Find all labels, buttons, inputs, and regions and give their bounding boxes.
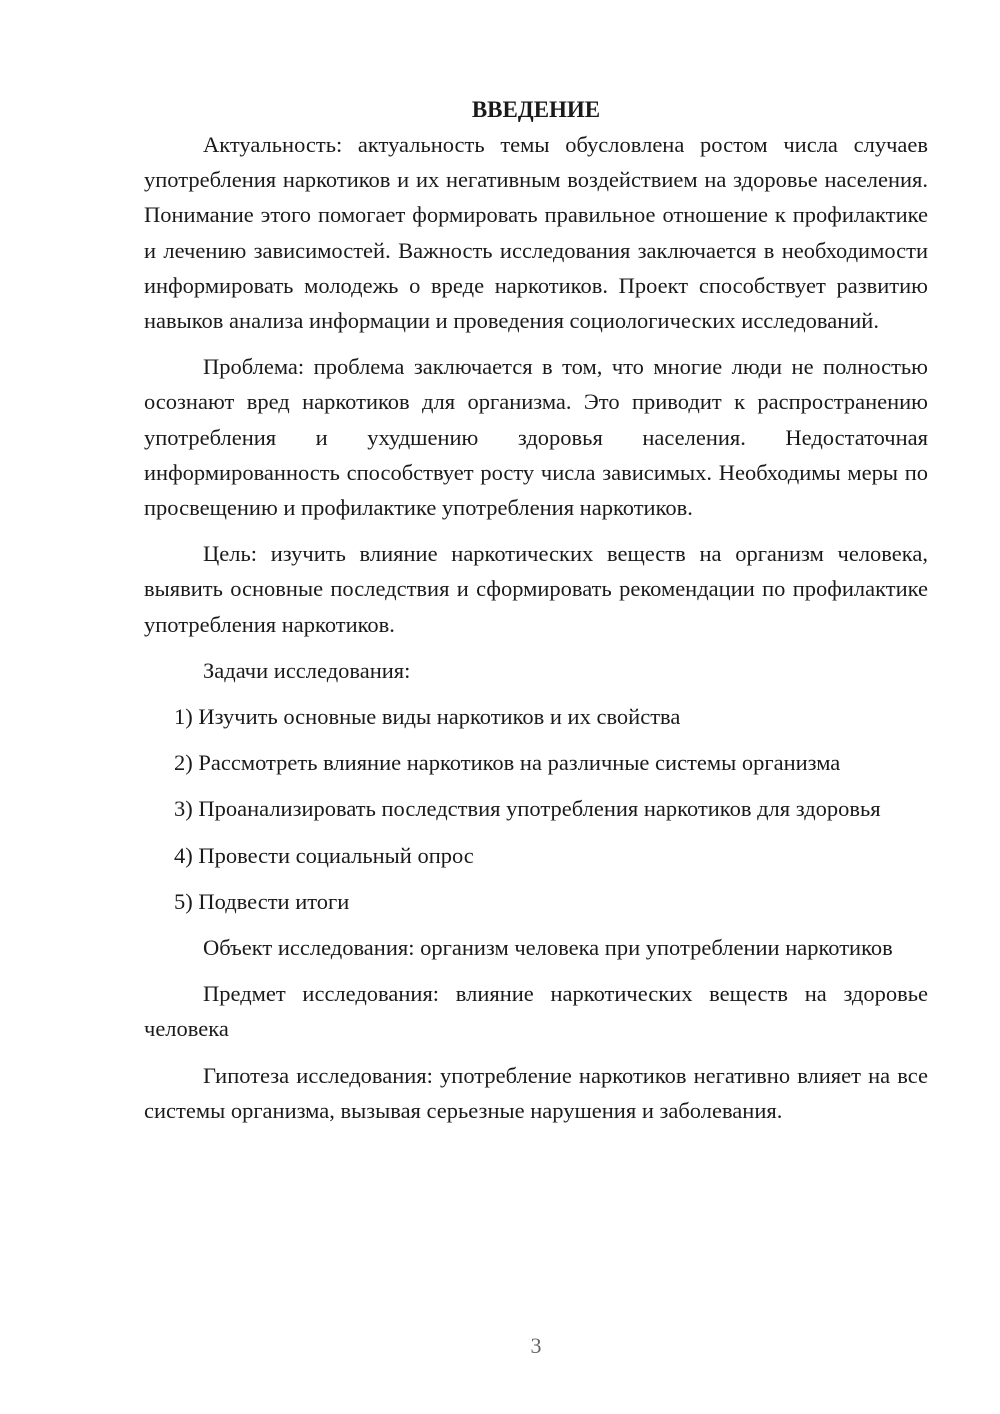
tasks-heading: Задачи исследования: <box>203 657 411 683</box>
document-page <box>144 92 928 1128</box>
paragraph-gap <box>144 1047 928 1058</box>
paragraph-gap <box>144 525 928 536</box>
paragraph-gap <box>144 919 928 930</box>
paragraph-gap <box>144 873 928 884</box>
task-item: 2) Рассмотреть влияние наркотиков на различные системы организма <box>174 750 841 776</box>
page-number: 3 <box>530 1333 542 1358</box>
task-item: 4) Провести социальный опрос <box>174 842 474 868</box>
paragraph-gap <box>144 965 928 976</box>
paragraph-gap <box>144 734 928 745</box>
task-item: 5) Подвести итоги <box>174 888 350 914</box>
paragraph-gap <box>144 780 928 791</box>
paragraph-gap <box>144 338 928 349</box>
task-item: 3) Проанализировать последствия употребления наркотиков для здоровья <box>174 796 881 822</box>
object-paragraph: Объект исследования: организм человека при употреблении наркотиков <box>203 935 893 961</box>
relevance-paragraph: Актуальность: актуальность темы обусловлена ростом числа случаев употребления наркотиков и их негативным воздействием на здоровье населения. Понимание этого помогает формировать правильное отношение к профилактике и лечению зависимостей. Важность исследования заключается в необходимости информировать молодежь о вреде наркотиков. Проект способствует развитию навыков анализа информации и проведения социологических исследований. <box>144 132 928 334</box>
task-item: 1) Изучить основные виды наркотиков и их свойства <box>174 704 681 730</box>
subject-paragraph: Предмет исследования: влияние наркотических веществ на здоровье человека <box>144 981 928 1042</box>
page-title: ВВЕДЕНИЕ <box>471 97 601 122</box>
hypothesis-paragraph: Гипотеза исследования: употребление наркотиков негативно влияет на все системы организма, вызывая серьезные нарушения и заболевания. <box>144 1062 928 1123</box>
paragraph-gap <box>144 827 928 838</box>
goal-paragraph: Цель: изучить влияние наркотических веществ на организм человека, выявить основные последствия и сформировать рекомендации по профилактике употребления наркотиков. <box>144 541 928 637</box>
paragraph-gap <box>144 642 928 653</box>
paragraph-gap <box>144 688 928 699</box>
problem-paragraph: Проблема: проблема заключается в том, что многие люди не полностью осознают вред наркотиков для организма. Это приводит к распространению употребления и ухудшению здоровья населения. Недостаточная информированность способствует росту числа зависимых. Необходимы меры по просвещению и профилактике употребления наркотиков. <box>144 354 928 521</box>
